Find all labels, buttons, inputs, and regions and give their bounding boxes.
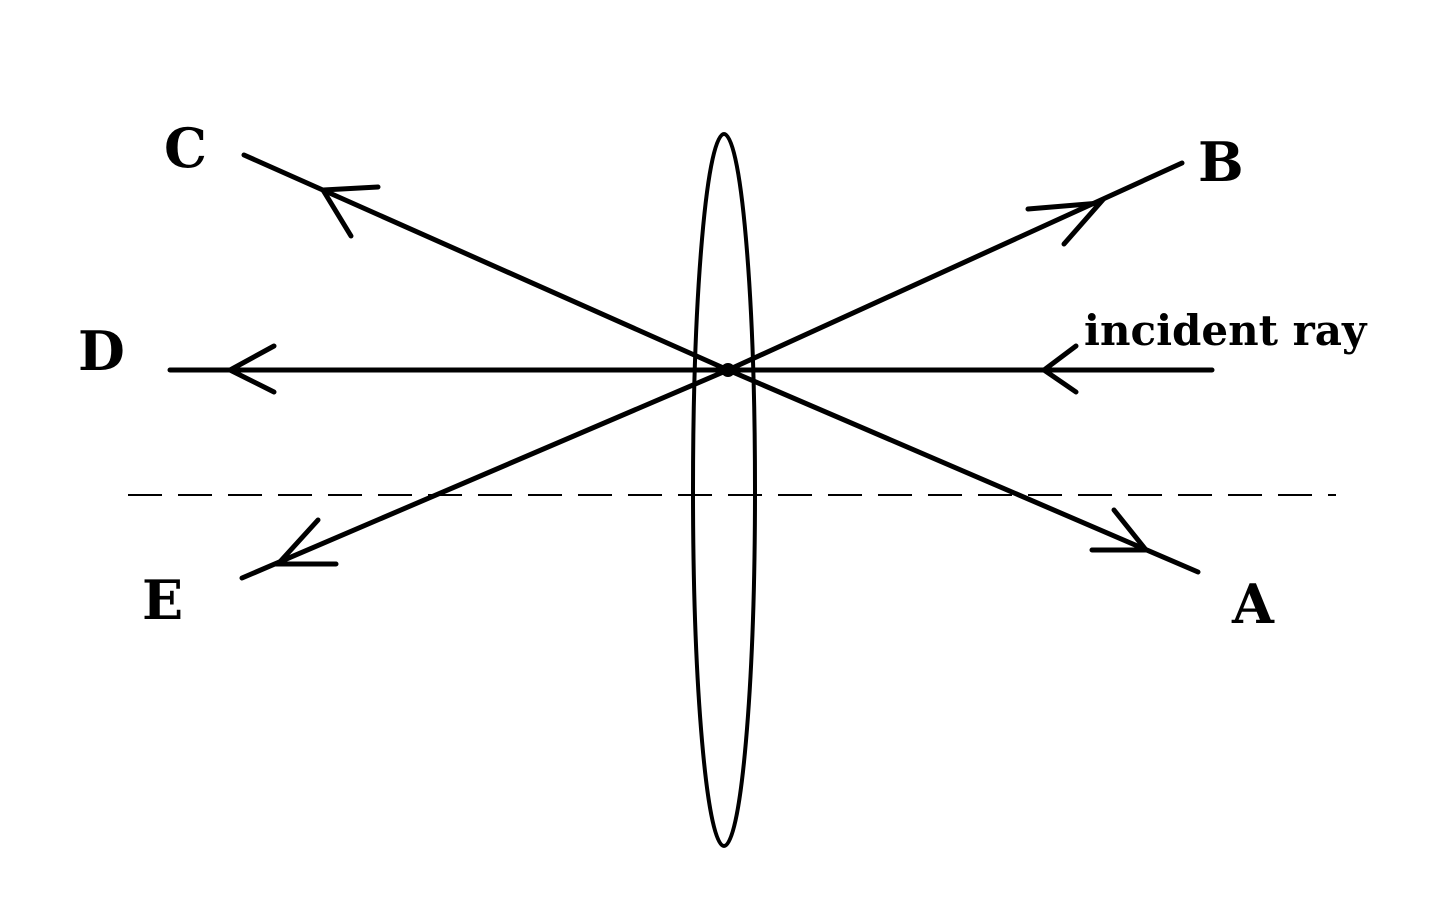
label-c: C bbox=[164, 116, 207, 180]
label-b: B bbox=[1198, 130, 1244, 194]
ray-b-arrowhead bbox=[1028, 203, 1100, 244]
optical-center-point bbox=[721, 363, 735, 377]
convex-lens bbox=[693, 134, 755, 846]
label-d: D bbox=[78, 319, 125, 383]
ray-e bbox=[242, 370, 728, 578]
ray-c bbox=[244, 155, 728, 370]
ray-a bbox=[728, 370, 1198, 572]
label-a: A bbox=[1232, 572, 1274, 636]
label-e: E bbox=[142, 568, 184, 632]
incident-ray-label: incident ray bbox=[1084, 306, 1367, 355]
